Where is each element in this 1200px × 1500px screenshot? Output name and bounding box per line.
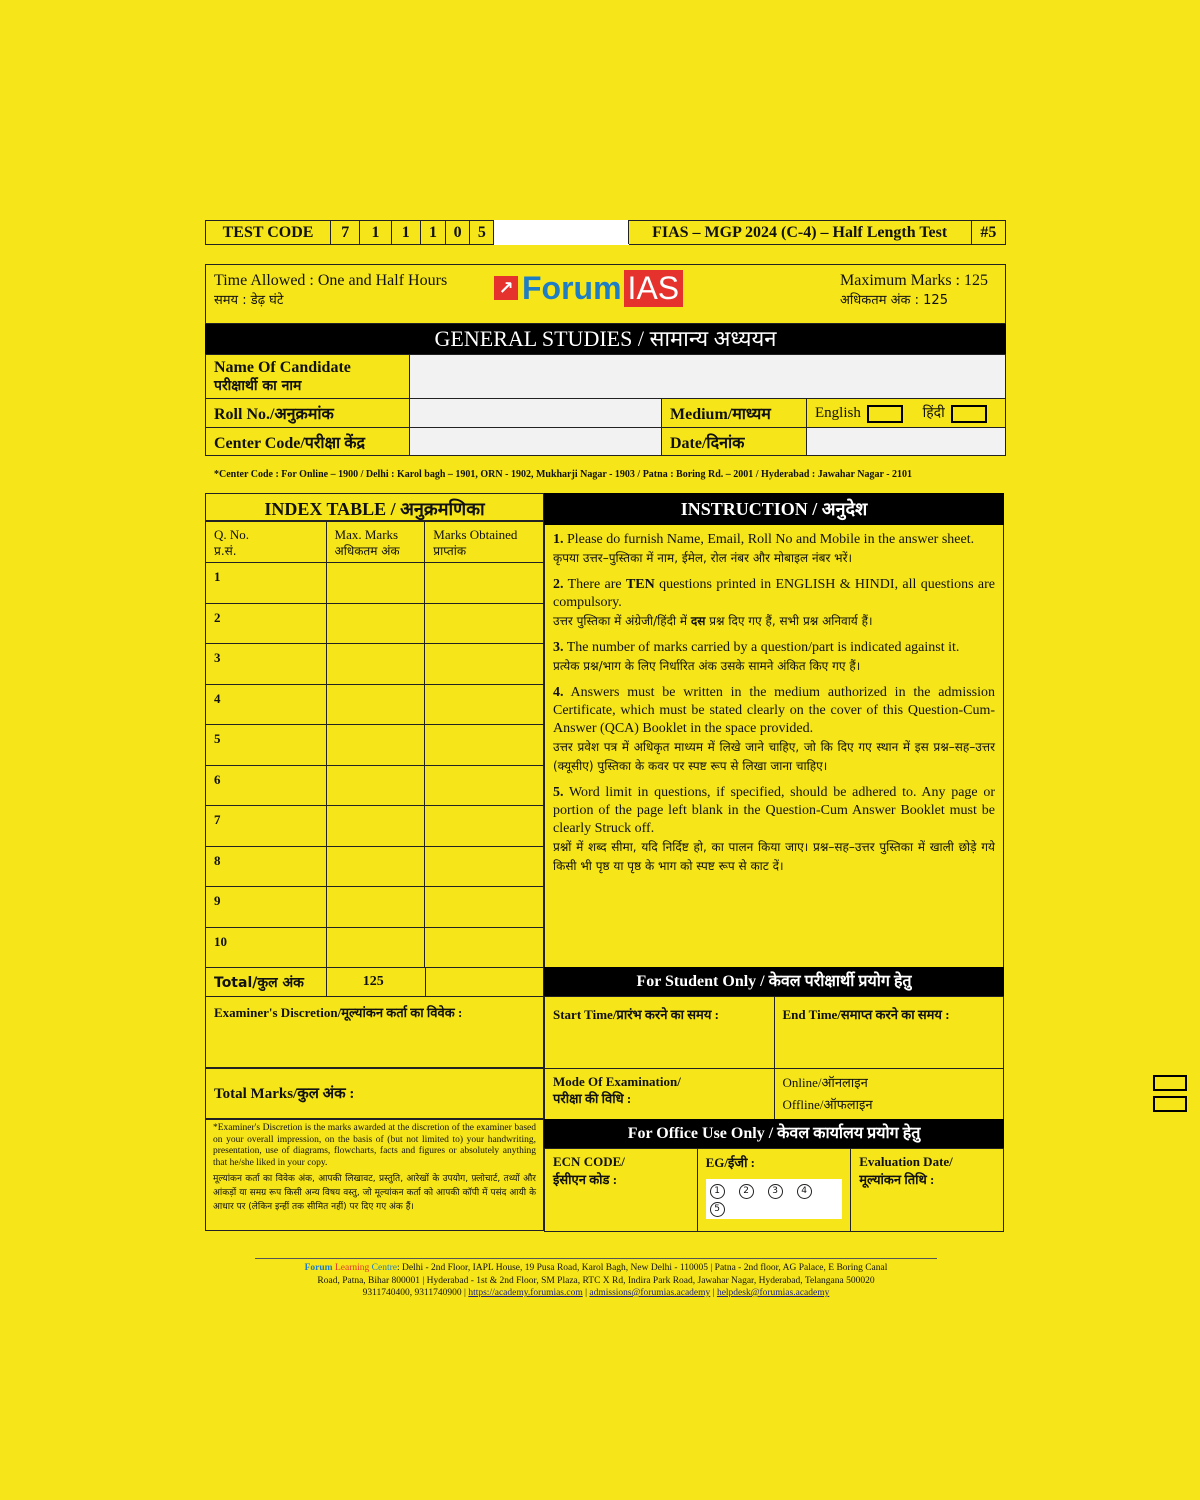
- marks-obtained-cell[interactable]: [425, 563, 544, 604]
- student-only-title: For Student Only / केवल परीक्षार्थी प्रयोग हेतु: [544, 967, 1004, 996]
- instruction-4-en: 4. Answers must be written in the medium authorized in the admission Certificate, which must be stated clearly on the cover of this Question-Cum-Answer (QCA) Booklet in the space provided.: [553, 685, 995, 736]
- exam-mode: [544, 1068, 1004, 1120]
- question-number: 2: [206, 603, 327, 644]
- table-row: [206, 644, 544, 685]
- test-code-digit: 0: [446, 221, 470, 245]
- instruction-3-hi: प्रत्येक प्रश्न/भाग के लिए निर्धारित अंक उसके सामने अंकित किए गए हैं।: [553, 659, 861, 673]
- eg-option[interactable]: 2: [739, 1184, 754, 1199]
- col-max-hi: अधिकतम अंक: [334, 544, 400, 558]
- mode-label: [545, 1069, 775, 1120]
- center-label: Center Code/परीक्षा केंद्र: [206, 428, 410, 456]
- question-number: 6: [206, 765, 327, 806]
- question-number: 7: [206, 806, 327, 847]
- name-label: [206, 355, 410, 399]
- col-qno: [206, 522, 327, 563]
- name-label-hi: परीक्षार्थी का नाम: [214, 377, 302, 394]
- marks-obtained-cell[interactable]: [425, 927, 544, 968]
- max-marks-hi: अधिकतम अंक : 125: [840, 293, 948, 308]
- question-number: 4: [206, 684, 327, 725]
- offline-checkbox[interactable]: [1153, 1096, 1187, 1112]
- test-number: #5: [971, 221, 1005, 245]
- forumias-logo: [494, 271, 683, 305]
- index-table: [205, 521, 544, 968]
- footer-address-1: [230, 1262, 962, 1275]
- discretion-note: [205, 1119, 544, 1231]
- name-label-en: Name Of Candidate: [214, 358, 351, 376]
- max-marks-cell[interactable]: [326, 563, 425, 604]
- question-number: 9: [206, 887, 327, 928]
- table-row: [206, 927, 544, 968]
- col-marks-obtained: [425, 522, 544, 563]
- instruction-title: INSTRUCTION / अनुदेश: [544, 493, 1004, 525]
- table-row: [206, 806, 544, 847]
- max-marks-cell[interactable]: [326, 846, 425, 887]
- footer-divider: [255, 1258, 937, 1259]
- instruction-1-hi: कृपया उत्तर–पुस्तिका में नाम, ईमेल, रोल नंबर और मोबाइल नंबर भरें।: [553, 551, 853, 565]
- max-marks-cell[interactable]: [326, 806, 425, 847]
- total-value: 125: [326, 968, 425, 997]
- time-allowed: [214, 271, 447, 311]
- max-marks-cell[interactable]: [326, 684, 425, 725]
- eg-option[interactable]: 5: [710, 1202, 725, 1217]
- time-allowed-en: Time Allowed : One and Half Hours: [214, 272, 448, 289]
- time-fields: [544, 996, 1004, 1069]
- roll-field[interactable]: [410, 399, 662, 428]
- eval-label-en: Evaluation Date/: [859, 1154, 953, 1169]
- table-row: [206, 684, 544, 725]
- test-code-digit: 1: [360, 221, 391, 245]
- max-marks-cell[interactable]: [326, 644, 425, 685]
- english-label: English: [815, 405, 861, 422]
- max-marks-cell[interactable]: [326, 887, 425, 928]
- total-row: [205, 967, 544, 997]
- center-code-note: *Center Code : For Online – 1900 / Delhi : Karol bagh – 1901, ORN - 1902, Mukharji Nagar - 1903 / Patna : Boring Rd. – 2001 / Hyderabad : Jawahar Nagar - 2101: [214, 469, 913, 480]
- test-code-blank: [494, 221, 628, 245]
- max-marks-cell[interactable]: [326, 765, 425, 806]
- table-row: [206, 846, 544, 887]
- question-number: 1: [206, 563, 327, 604]
- center-field[interactable]: [410, 428, 662, 456]
- max-marks-cell[interactable]: [326, 725, 425, 766]
- question-number: 8: [206, 846, 327, 887]
- max-marks: [840, 271, 988, 311]
- test-code-digit: 1: [391, 221, 420, 245]
- col-max-en: Max. Marks: [334, 527, 399, 542]
- eg-option[interactable]: 4: [797, 1184, 812, 1199]
- col-qno-hi: प्र.सं.: [214, 544, 237, 558]
- footer-admissions-link[interactable]: admissions@forumias.academy: [589, 1288, 711, 1298]
- footer-address-text-1: : Delhi - 2nd Floor, IAPL House, 19 Pusa Road, Karol Bagh, New Delhi - 110005 | Patna - 2nd floor, AG Palace, E Boring Canal: [396, 1263, 888, 1273]
- marks-obtained-cell[interactable]: [425, 765, 544, 806]
- test-code-digit: 5: [470, 221, 494, 245]
- office-only-title: For Office Use Only / केवल कार्यालय प्रयोग हेतु: [544, 1119, 1004, 1148]
- table-row: [206, 765, 544, 806]
- table-row: [206, 887, 544, 928]
- eg-option[interactable]: 3: [768, 1184, 783, 1199]
- eg-field: [697, 1149, 851, 1232]
- total-obtained-cell[interactable]: [425, 968, 544, 997]
- marks-obtained-cell[interactable]: [425, 846, 544, 887]
- online-label: Online/ऑनलाइन: [782, 1075, 868, 1090]
- footer-phones: 9311740400, 9311740900: [362, 1288, 462, 1298]
- ecn-label-hi: ईसीएन कोड :: [553, 1172, 618, 1187]
- marks-obtained-cell[interactable]: [425, 725, 544, 766]
- instruction-box: [544, 525, 1004, 968]
- mode-label-en: Mode Of Examination/: [553, 1074, 681, 1089]
- info-box: [205, 264, 1006, 324]
- start-time-field[interactable]: Start Time/प्रारंभ करने का समय :: [545, 997, 775, 1069]
- examiner-discretion[interactable]: Examiner's Discretion/मूल्यांकन कर्ता का विवेक :: [205, 996, 544, 1068]
- discretion-note-en: *Examiner's Discretion is the marks awarded at the discretion of the examiner based on your overall impression, on the basis of (but not limited to) your handwriting, presentation, use of diagrams, flowcharts, facts and figures or absolutely anything that he/she liked in your copy.: [213, 1123, 536, 1168]
- footer: [230, 1262, 962, 1300]
- test-code-strip: [205, 220, 1006, 245]
- english-checkbox[interactable]: [867, 405, 903, 423]
- marks-obtained-cell[interactable]: [425, 887, 544, 928]
- medium-options: [807, 399, 1006, 428]
- ecn-code-field[interactable]: [545, 1149, 698, 1232]
- time-allowed-hi: समय : डेढ़ घंटे: [214, 293, 284, 308]
- max-marks-en: Maximum Marks : 125: [840, 272, 988, 289]
- instruction-5-en: 5. Word limit in questions, if specified, should be adhered to. Any page or portion of the page left blank in the Question-Cum Answer Booklet must be clearly Struck off.: [553, 785, 995, 836]
- question-number: 10: [206, 927, 327, 968]
- max-marks-cell[interactable]: [326, 603, 425, 644]
- mode-options: [774, 1069, 1003, 1120]
- name-field[interactable]: [410, 355, 1006, 399]
- eg-option[interactable]: 1: [710, 1184, 725, 1199]
- table-row: [206, 725, 544, 766]
- question-number: 5: [206, 725, 327, 766]
- office-table: [544, 1148, 1004, 1232]
- end-time-field[interactable]: End Time/समाप्त करने का समय :: [774, 997, 1004, 1069]
- instruction-2-hi: उत्तर पुस्तिका में अंग्रेजी/हिंदी में दस प्रश्न दिए गए हैं, सभी प्रश्न अनिवार्य हैं।: [553, 614, 873, 628]
- hindi-label: हिंदी: [922, 405, 945, 422]
- col-obt-hi: प्राप्तांक: [433, 544, 467, 558]
- footer-helpdesk-link[interactable]: helpdesk@forumias.academy: [716, 1288, 830, 1298]
- footer-contacts: 9311740400, 9311740900 | https://academy.forumias.com | admissions@forumias.academy | helpdesk@forumias.academy: [362, 1288, 830, 1298]
- test-code-digit: 1: [420, 221, 445, 245]
- col-max-marks: [326, 522, 425, 563]
- max-marks-cell[interactable]: [326, 927, 425, 968]
- evaluation-date-field[interactable]: [851, 1149, 1004, 1232]
- medium-label: Medium/माध्यम: [662, 399, 807, 428]
- instruction-2-en: 2. There are TEN questions printed in ENGLISH & HINDI, all questions are compulsory.: [553, 577, 996, 610]
- eg-options: [706, 1179, 843, 1219]
- ecn-label-en: ECN CODE/: [553, 1154, 625, 1169]
- test-code-label: TEST CODE: [206, 221, 331, 245]
- mode-label-hi: परीक्षा की विधि :: [553, 1091, 632, 1106]
- instruction-4-hi: उत्तर प्रवेश पत्र में अधिकृत माध्यम में लिखे जाने चाहिए, जो कि दिए गए स्थान में इस प्रश्न–सह–उत्तर (क्यूसीए) पुस्तिका के कवर पर स्पष्ट रूप से लिखा जाना चाहिए।: [553, 740, 995, 773]
- marks-obtained-cell[interactable]: [425, 644, 544, 685]
- online-checkbox[interactable]: [1153, 1075, 1187, 1091]
- footer-website-link[interactable]: https://academy.forumias.com: [468, 1288, 583, 1298]
- roll-label: Roll No./अनुक्रमांक: [206, 399, 410, 428]
- instruction-3-en: 3. The number of marks carried by a question/part is indicated against it.: [553, 640, 960, 655]
- table-row: [206, 563, 544, 604]
- test-name: FIAS – MGP 2024 (C-4) – Half Length Test: [628, 221, 971, 245]
- logo-ias: IAS: [624, 270, 684, 307]
- col-qno-en: Q. No.: [214, 527, 250, 542]
- marks-obtained-cell[interactable]: [425, 603, 544, 644]
- instruction-5-hi: प्रश्नों में शब्द सीमा, यदि निर्दिष्ट हो, का पालन किया जाए। प्रश्न–सह–उत्तर पुस्तिका में खाली छोड़े गये किसी भी पृष्ठ या पृष्ठ के भाग को स्पष्ट रूप से काट दें।: [553, 840, 995, 873]
- table-row: [206, 603, 544, 644]
- date-field[interactable]: [807, 428, 1006, 456]
- footer-address-2: Road, Patna, Bihar 800001 | Hyderabad - 1st & 2nd Floor, SM Plaza, RTC X Rd, Indira Park Road, Jawahar Nagar, Hyderabad, Telangana 500020: [317, 1275, 875, 1286]
- candidate-details: [205, 354, 1006, 456]
- index-table-title: INDEX TABLE / अनुक्रमणिका: [205, 493, 544, 521]
- offline-label: Offline/ऑफलाइन: [782, 1097, 873, 1112]
- eval-label-hi: मूल्यांकन तिथि :: [859, 1172, 935, 1187]
- discretion-note-hi: मूल्यांकन कर्ता का विवेक अंक, आपकी लिखावट, प्रस्तुति, आरेखों के उपयोग, फ़्लोचार्ट, तथ्यों और आंकड़ों या समग्र रूप किसी अन्य विषय वस्तु, जो मूल्यांकन कर्ता को आपकी कॉपी में पसंद आयी के आधार पर (लेकिन इन्हीं तक सीमित नहीं) पर दिए गए अंक हैं।: [213, 1174, 536, 1212]
- hindi-checkbox[interactable]: [951, 405, 987, 423]
- logo-forum: Forum: [522, 269, 622, 306]
- question-number: 3: [206, 644, 327, 685]
- date-label: Date/दिनांक: [662, 428, 807, 456]
- footer-brand-centre: Centre: [371, 1263, 397, 1273]
- instruction-1-en: 1. Please do furnish Name, Email, Roll No and Mobile in the answer sheet.: [553, 532, 975, 547]
- test-code-digit: 7: [331, 221, 360, 245]
- marks-obtained-cell[interactable]: [425, 684, 544, 725]
- subject-title: GENERAL STUDIES / सामान्य अध्ययन: [205, 324, 1006, 354]
- total-label: Total/कुल अंक: [206, 968, 327, 997]
- col-obt-en: Marks Obtained: [433, 527, 518, 542]
- arrow-icon: ↗: [494, 276, 518, 300]
- footer-brand-learning: Learning: [334, 1263, 370, 1273]
- total-marks[interactable]: Total Marks/कुल अंक :: [205, 1068, 544, 1119]
- marks-obtained-cell[interactable]: [425, 806, 544, 847]
- footer-brand-forum: Forum: [304, 1263, 333, 1273]
- eg-label: EG/ईजी :: [705, 1155, 756, 1170]
